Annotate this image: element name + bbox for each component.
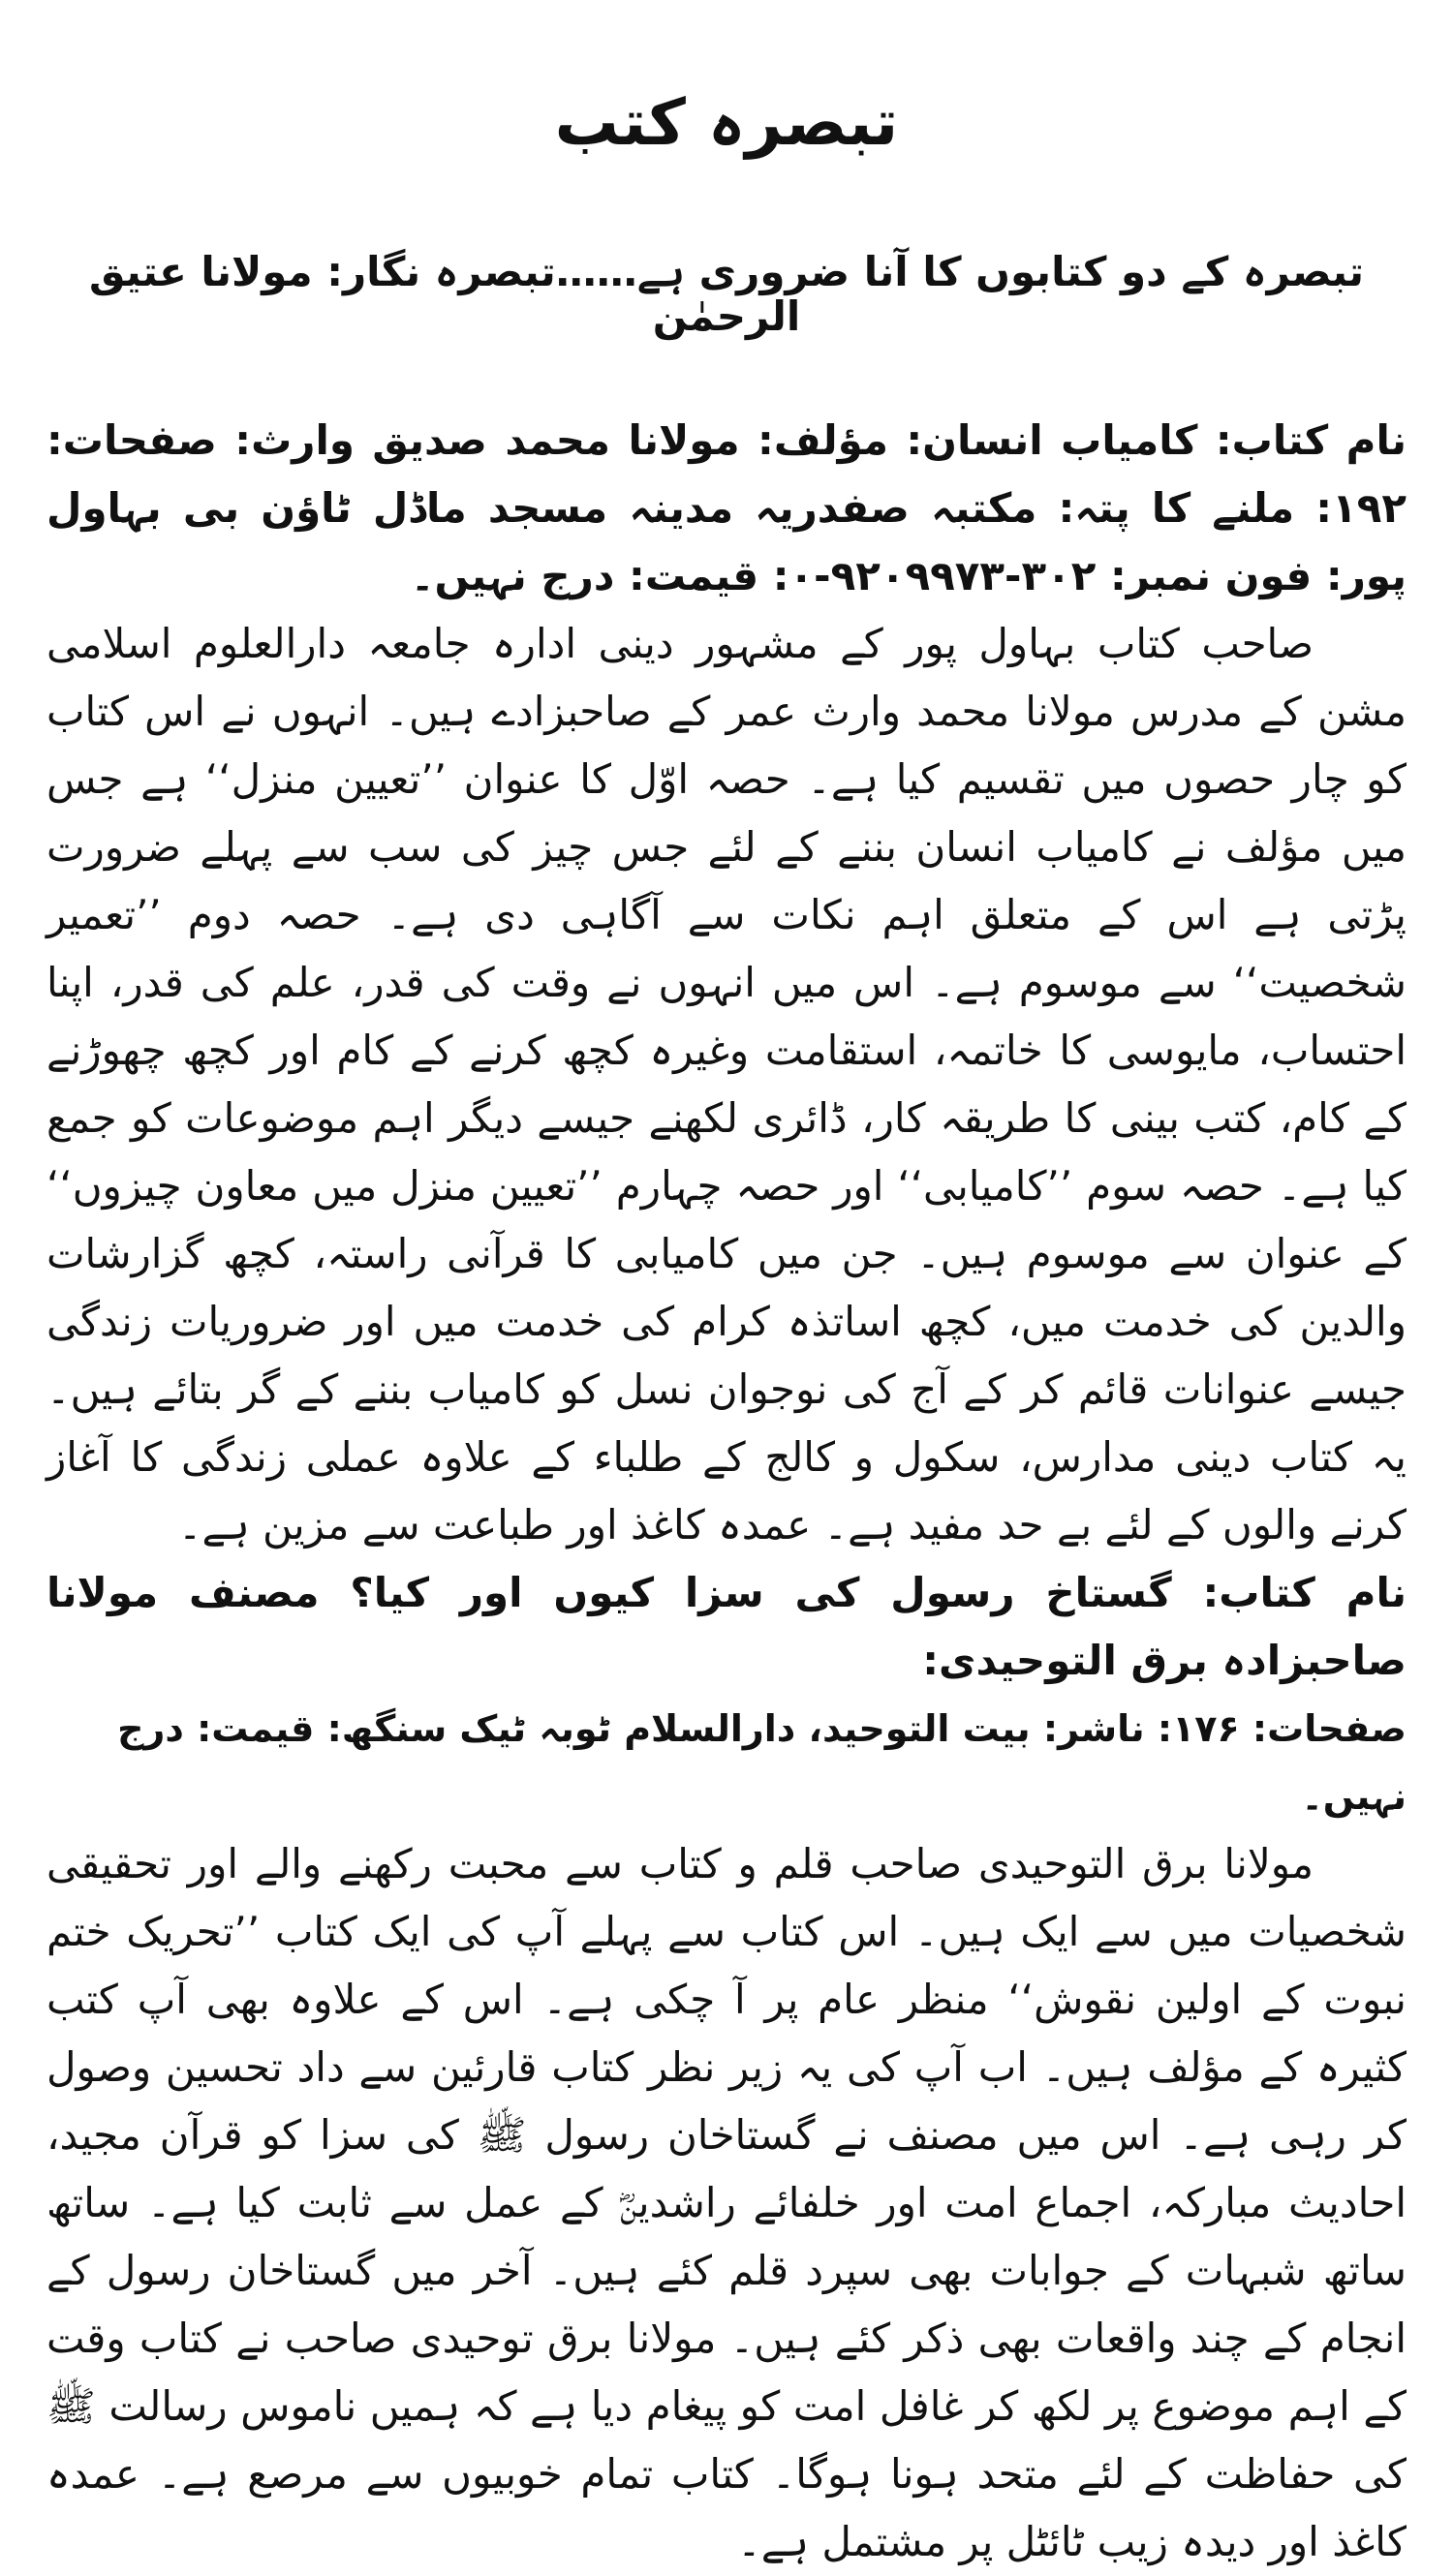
page-subtitle: تبصرہ کے دو کتابوں کا آنا ضروری ہے……تبصرہ نگار: مولانا عتیق الرحمٰن — [88, 248, 1365, 341]
review-1-paragraph: صاحب کتاب بہاول پور کے مشہور دینی ادارہ جامعہ دارالعلوم اسلامی مشن کے مدرس مولانا محمد وارث عمر کے صاحبزادے ہیں۔ انہوں نے اس کتاب کو چار حصوں میں تقسیم کیا ہے۔ حصہ اوّل کا عنوان ’’تعیین منزل‘‘ ہے جس میں مؤلف نے کامیاب انسان بننے کے لئے جس چیز کی سب سے پہلے ضرورت پڑتی ہے اس کے متعلق اہم نکات سے آگاہی دی ہے۔ حصہ دوم ’’تعمیر شخصیت‘‘ سے موسوم ہے۔ اس میں انہوں نے وقت کی قدر، علم کی قدر، اپنا احتساب، مایوسی کا خاتمہ، استقامت وغیرہ کچھ کرنے کے کام اور کچھ چھوڑنے کے کام، کتب بینی کا طریقہ کار، ڈائری لکھنے جیسے دیگر اہم موضوعات کو جمع کیا ہے۔ حصہ سوم ’’کامیابی‘‘ اور حصہ چہارم ’’تعیین منزل میں معاون چیزوں‘‘ کے عنوان سے موسوم ہیں۔ جن میں کامیابی کا قرآنی راستہ، کچھ گزارشات والدین کی خدمت میں، کچھ اساتذہ کرام کی خدمت میں اور ضروریات زندگی جیسے عنوانات قائم کر کے آج کی نوجوان نسل کو کامیاب بننے کے گر بتائے ہیں۔ یہ کتاب دینی مدارس، سکول و کالج کے طلباء کے علاوہ عملی زندگی کا آغاز کرنے والوں کے لئے بے حد مفید ہے۔ عمدہ کاغذ اور طباعت سے مزین ہے۔ — [46, 620, 1407, 1549]
review-2-paragraph: مولانا برق التوحیدی صاحب قلم و کتاب سے محبت رکھنے والے اور تحقیقی شخصیات میں سے ایک ہیں۔ اس کتاب سے پہلے آپ کی ایک کتاب ’’تحریک ختم نبوت کے اولین نقوش‘‘ منظر عام پر آ چکی ہے۔ اس کے علاوہ بھی آپ کتب کثیرہ کے مؤلف ہیں۔ اب آپ کی یہ زیر نظر کتاب قارئین سے داد تحسین وصول کر رہی ہے۔ اس میں مصنف نے گستاخان رسول ﷺ کی سزا کو قرآن مجید، احادیث مبارکہ، اجماع امت اور خلفائے راشدینؓ کے عمل سے ثابت کیا ہے۔ ساتھ ساتھ شبہات کے جوابات بھی سپرد قلم کئے ہیں۔ آخر میں گستاخان رسول کے انجام کے چند واقعات بھی ذکر کئے ہیں۔ مولانا برق توحیدی صاحب نے کتاب وقت کے اہم موضوع پر لکھ کر غافل امت کو پیغام دیا ہے کہ ہمیں ناموس رسالت ﷺ کی حفاظت کے لئے متحد ہونا ہوگا۔ کتاب تمام خوبیوں سے مرصع ہے۔ عمدہ کاغذ اور دیدہ زیب ٹائٹل پر مشتمل ہے۔ — [46, 1840, 1407, 2566]
review-2 — [46, 1559, 1407, 2576]
page-title: تبصرہ کتب — [554, 85, 899, 160]
review-2-meta: نام کتاب: گستاخ رسول کی سزا کیوں اور کیا؟ مصنف مولانا صاحبزادہ برق التوحیدی: — [46, 1569, 1407, 1685]
review-1-meta: نام کتاب: کامیاب انسان: مؤلف: مولانا محمد صدیق وارث: صفحات: ۱۹۲: ملنے کا پتہ: مکتبہ صفدریہ مدینہ مسجد ماڈل ٹاؤن بی بہاول پور: فون نمبر: ۳۰۲-۹۲۰۹۹۷۳-۰: قیمت: درج نہیں۔ — [46, 416, 1407, 600]
review-2-meta-secondary: صفحات: ۱۷۶: ناشر: بیت التوحید، دارالسلام ٹوبہ ٹیک سنگھ: قیمت: درج نہیں۔ — [117, 1707, 1407, 1819]
review-1 — [46, 407, 1407, 1559]
